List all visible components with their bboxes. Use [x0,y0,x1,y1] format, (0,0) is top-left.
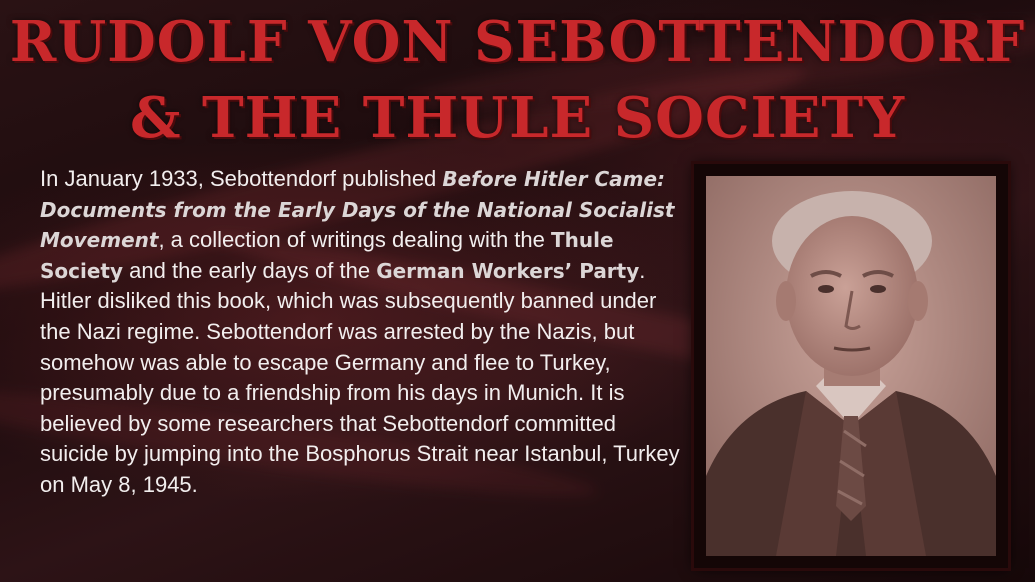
book-title: Before Hitler Came: Documents from the Early Days of the National Socialist Movement [40,167,675,253]
body-text-segment: . Hitler disliked this book, which was subsequently banned under the Nazi regime. Sebottendorf was arrested by the Nazis, but somehow was able to escape Germany and flee to Turkey, presumably due to a friendship from his days in Munich. It is believed by some researchers that Sebottendorf committed suicide by jumping into the Bosphorus Strait near Istanbul, Turkey on May 8, 1945. [40,257,680,497]
german-workers-party-term: German Workers’ Party [376,258,640,283]
portrait-frame [694,164,1008,568]
body-paragraph [40,164,680,501]
body-text-segment: , a collection of writings dealing with the [158,227,551,253]
body-text-segment: and the early days of the [123,257,377,283]
slide-title-line-2: & THE THULE SOCIETY [129,85,906,151]
thule-society-term: Thule Society [40,228,614,283]
portrait-photo-icon [706,176,996,556]
slide-title-line-1: RUDOLF VON SEBOTTENDORF [9,9,1026,75]
body-text-segment: In January 1933, Sebottendorf published [40,166,443,191]
